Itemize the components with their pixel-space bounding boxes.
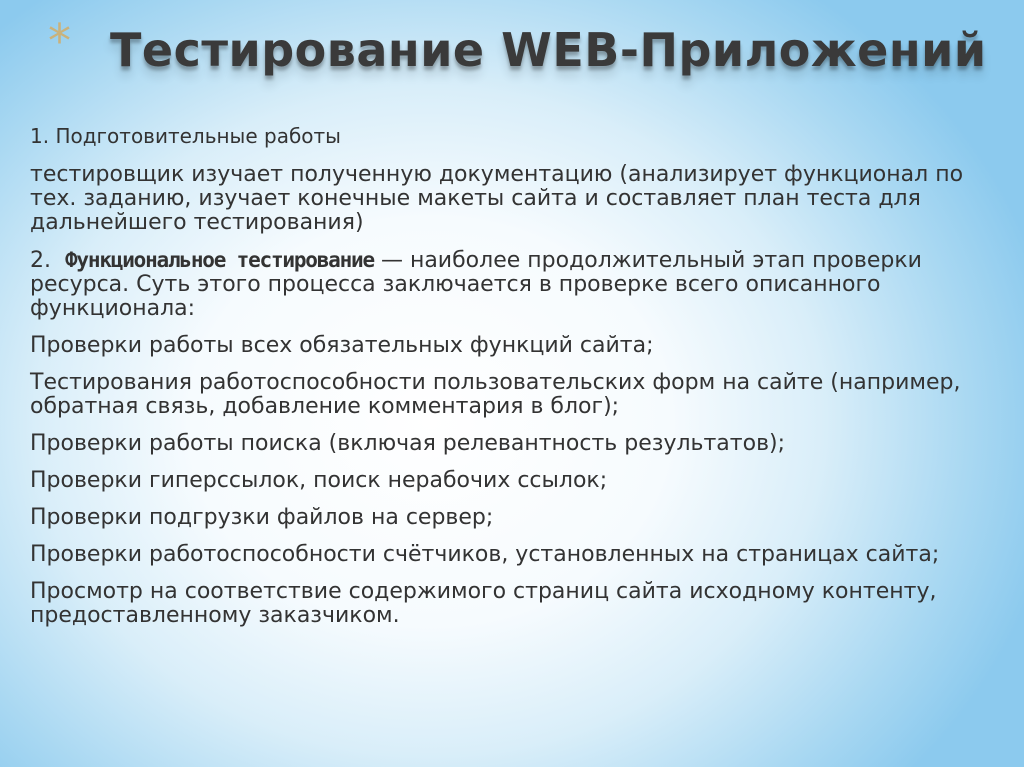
list-item <box>30 371 980 419</box>
list-item <box>30 248 980 321</box>
asterisk-bullet-icon: * <box>48 14 71 68</box>
list-item <box>30 469 980 493</box>
list-item <box>30 432 980 456</box>
list-item <box>30 334 980 358</box>
item-text: Проверки подгрузки файлов на сервер; <box>30 505 494 530</box>
item-bold-term: Функциональное тестирование <box>64 248 374 272</box>
list-item <box>30 163 980 235</box>
item-text: Проверки работы поиска (включая релевантность результатов); <box>30 431 786 456</box>
item-number: 2. <box>30 248 65 273</box>
item-text: Проверки работы всех обязательных функций сайта; <box>30 333 654 358</box>
list-item <box>30 506 980 530</box>
item-text: тестировщик изучает полученную документацию (анализирует функционал по тех. заданию, изучает конечные макеты сайта и составляет план теста для дальнейшего тестирования) <box>30 162 964 235</box>
list-item <box>30 124 980 148</box>
item-text: 1. Подготовительные работы <box>30 124 341 148</box>
list-item <box>30 543 980 567</box>
item-text: Проверки работоспособности счётчиков, установленных на страницах сайта; <box>30 542 940 567</box>
list-item <box>30 580 980 628</box>
title-row <box>48 14 1008 94</box>
item-text: Тестирования работоспособности пользовательских форм на сайте (например, обратная связь, добавление комментария в блог); <box>30 370 961 419</box>
item-text: Просмотр на соответствие содержимого страниц сайта исходному контенту, предоставленному заказчиком. <box>30 579 937 628</box>
slide-body <box>30 124 980 641</box>
item-text: Проверки гиперссылок, поиск нерабочих ссылок; <box>30 468 608 493</box>
slide-title: Тестирование WEB-Приложений <box>110 23 987 77</box>
item-text: — наиболее продолжительный этап проверки ресурса. Суть этого процесса заключается в проверке всего описанного функционала: <box>30 248 922 321</box>
